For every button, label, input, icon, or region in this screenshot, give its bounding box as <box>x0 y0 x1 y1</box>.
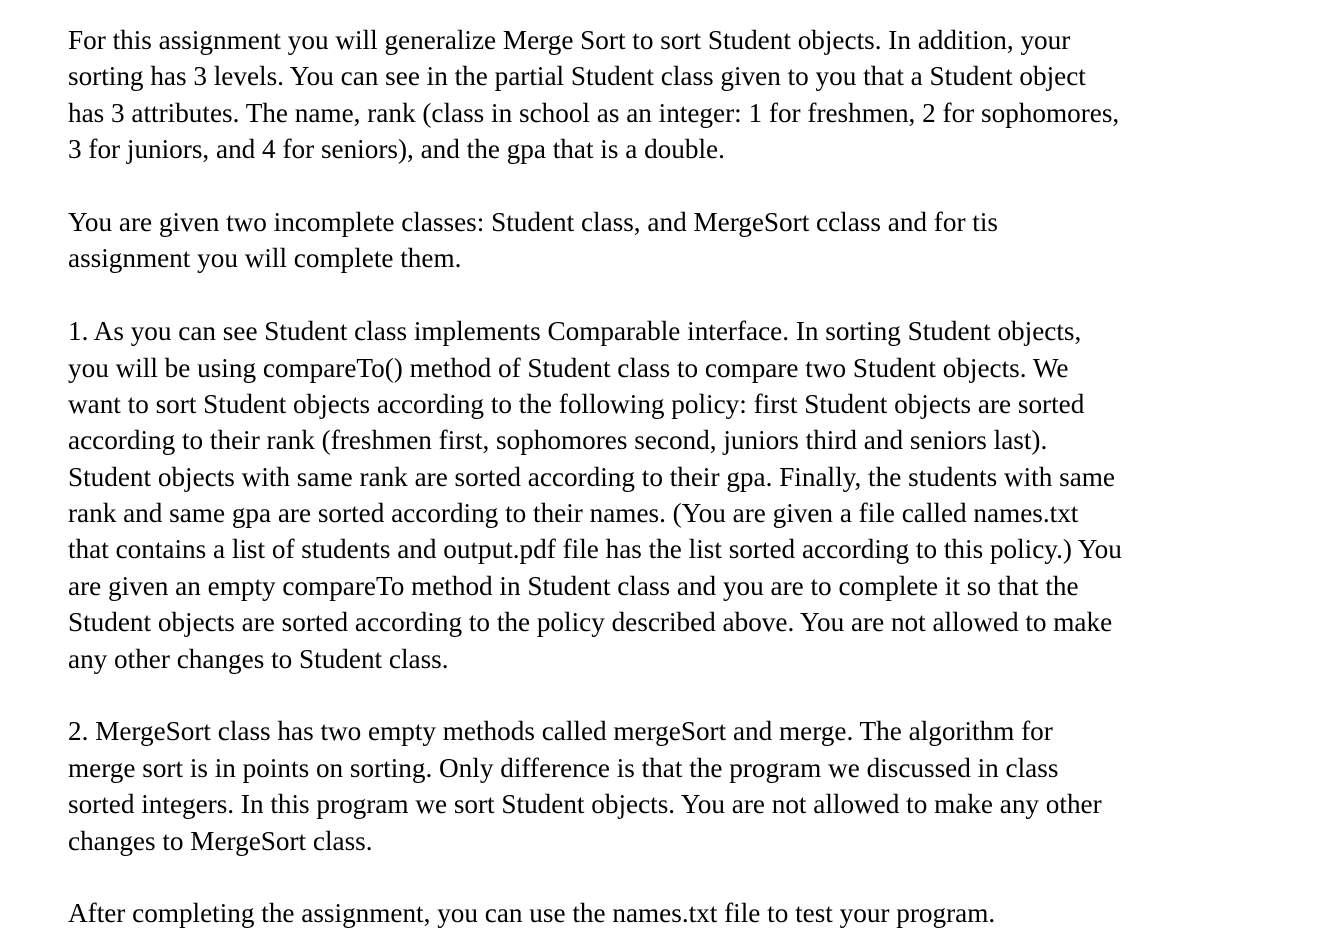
step-1-paragraph <box>68 313 1248 677</box>
text-line: sorting has 3 levels. You can see in the partial Student class given to you that a Student object <box>68 61 1086 92</box>
text-line: assignment you will complete them. <box>68 243 462 274</box>
text-line: 1. As you can see Student class implements Comparable interface. In sorting Student objects, <box>68 316 1082 347</box>
classes-paragraph <box>68 204 1248 277</box>
text-line: that contains a list of students and output.pdf file has the list sorted according to this policy.) You <box>68 534 1122 565</box>
step-2-paragraph <box>68 713 1248 859</box>
text-line: For this assignment you will generalize Merge Sort to sort Student objects. In addition, your <box>68 25 1071 55</box>
text-line: you will be using compareTo() method of Student class to compare two Student objects. We <box>68 352 1069 383</box>
text-line: according to their rank (freshmen first, sophomores second, juniors third and seniors last). <box>68 425 1048 456</box>
intro-paragraph <box>68 22 1248 168</box>
text-line: are given an empty compareTo method in Student class and you are to complete it so that the <box>68 570 1079 601</box>
text-line: sorted integers. In this program we sort Student objects. You are not allowed to make any other <box>68 789 1102 820</box>
text-line: You are given two incomplete classes: Student class, and MergeSort cclass and for tis <box>68 206 998 237</box>
text-line: After completing the assignment, you can use the names.txt file to test your program. <box>68 898 996 929</box>
text-line: want to sort Student objects according to the following policy: first Student objects are sorted <box>68 388 1085 419</box>
assignment-document <box>68 22 1248 932</box>
text-line: changes to MergeSort class. <box>68 825 373 856</box>
text-line: merge sort is in points on sorting. Only difference is that the program we discussed in class <box>68 752 1059 783</box>
text-line: rank and same gpa are sorted according to their names. (You are given a file called names.txt <box>68 498 1079 529</box>
closing-paragraph <box>68 895 1248 931</box>
text-line: has 3 attributes. The name, rank (class in school as an integer: 1 for freshmen, 2 for sophomores, <box>68 97 1120 128</box>
text-line: Student objects with same rank are sorted according to their gpa. Finally, the students with same <box>68 461 1115 492</box>
text-line: 3 for juniors, and 4 for seniors), and the gpa that is a double. <box>68 134 725 165</box>
text-line: 2. MergeSort class has two empty methods called mergeSort and merge. The algorithm for <box>68 716 1053 747</box>
text-line: Student objects are sorted according to the policy described above. You are not allowed to make <box>68 607 1113 638</box>
text-line: any other changes to Student class. <box>68 643 449 674</box>
